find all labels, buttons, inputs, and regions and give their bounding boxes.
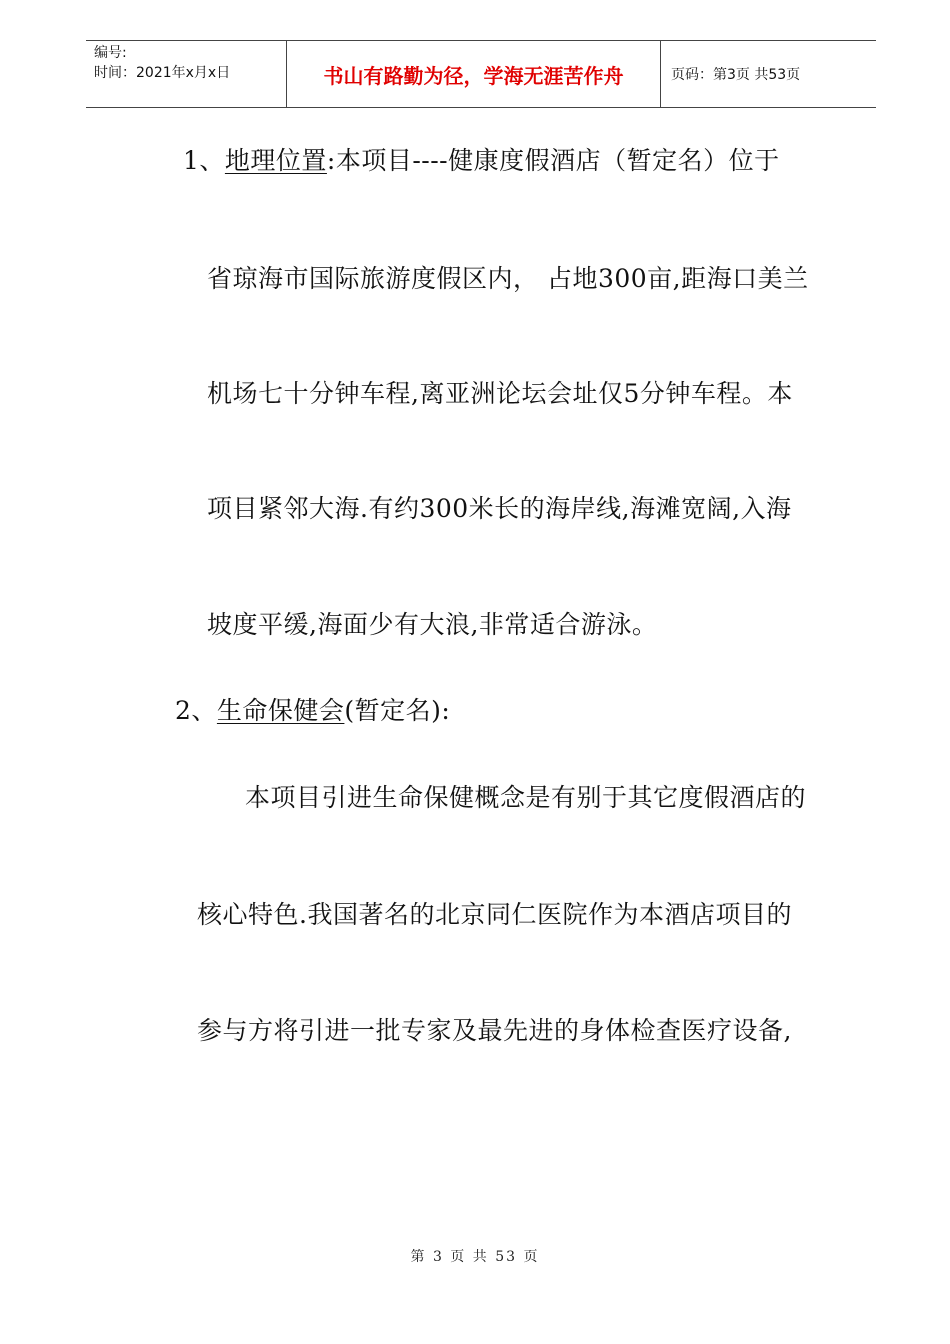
paragraph-line: 机场七十分钟车程,离亚洲论坛会址仅5分钟车程。本 — [207, 379, 793, 408]
paragraph-line: 坡度平缓,海面少有大浪,非常适合游泳。 — [207, 610, 658, 639]
section-1-heading-line — [183, 146, 780, 176]
section-2-number: 2、 — [175, 696, 217, 725]
header-meta — [86, 41, 287, 107]
header-page-code: 页码：第3页 共53页 — [671, 67, 801, 83]
section-2-text: (暂定名): — [344, 696, 451, 725]
section-1-number: 1、 — [183, 146, 225, 175]
paragraph-line: 省琼海市国际旅游度假区内， 占地300亩,距海口美兰 — [207, 264, 809, 293]
page-footer: 第 3 页 共 53 页 — [410, 1249, 540, 1265]
paragraph-line: 项目紧邻大海.有约300米长的海岸线,海滩宽阔,入海 — [207, 494, 792, 523]
number-label: 编号: — [94, 45, 127, 61]
section-1-title: 地理位置 — [224, 146, 327, 175]
paragraph-line: 参与方将引进一批专家及最先进的身体检查医疗设备, — [197, 1016, 792, 1045]
section-2-heading-line — [175, 696, 450, 726]
paragraph-line: 本项目引进生命保健概念是有别于其它度假酒店的 — [245, 783, 807, 812]
section-2-title: 生命保健会 — [216, 696, 345, 725]
time-label: 时间：2021年x月x日 — [94, 65, 231, 81]
section-1-text: :本项目----健康度假酒店（暂定名）位于 — [326, 146, 780, 175]
header-motto: 书山有路勤为径，学海无涯苦作舟 — [287, 41, 661, 107]
document-header — [86, 40, 876, 108]
paragraph-line: 核心特色.我国著名的北京同仁医院作为本酒店项目的 — [197, 900, 792, 929]
